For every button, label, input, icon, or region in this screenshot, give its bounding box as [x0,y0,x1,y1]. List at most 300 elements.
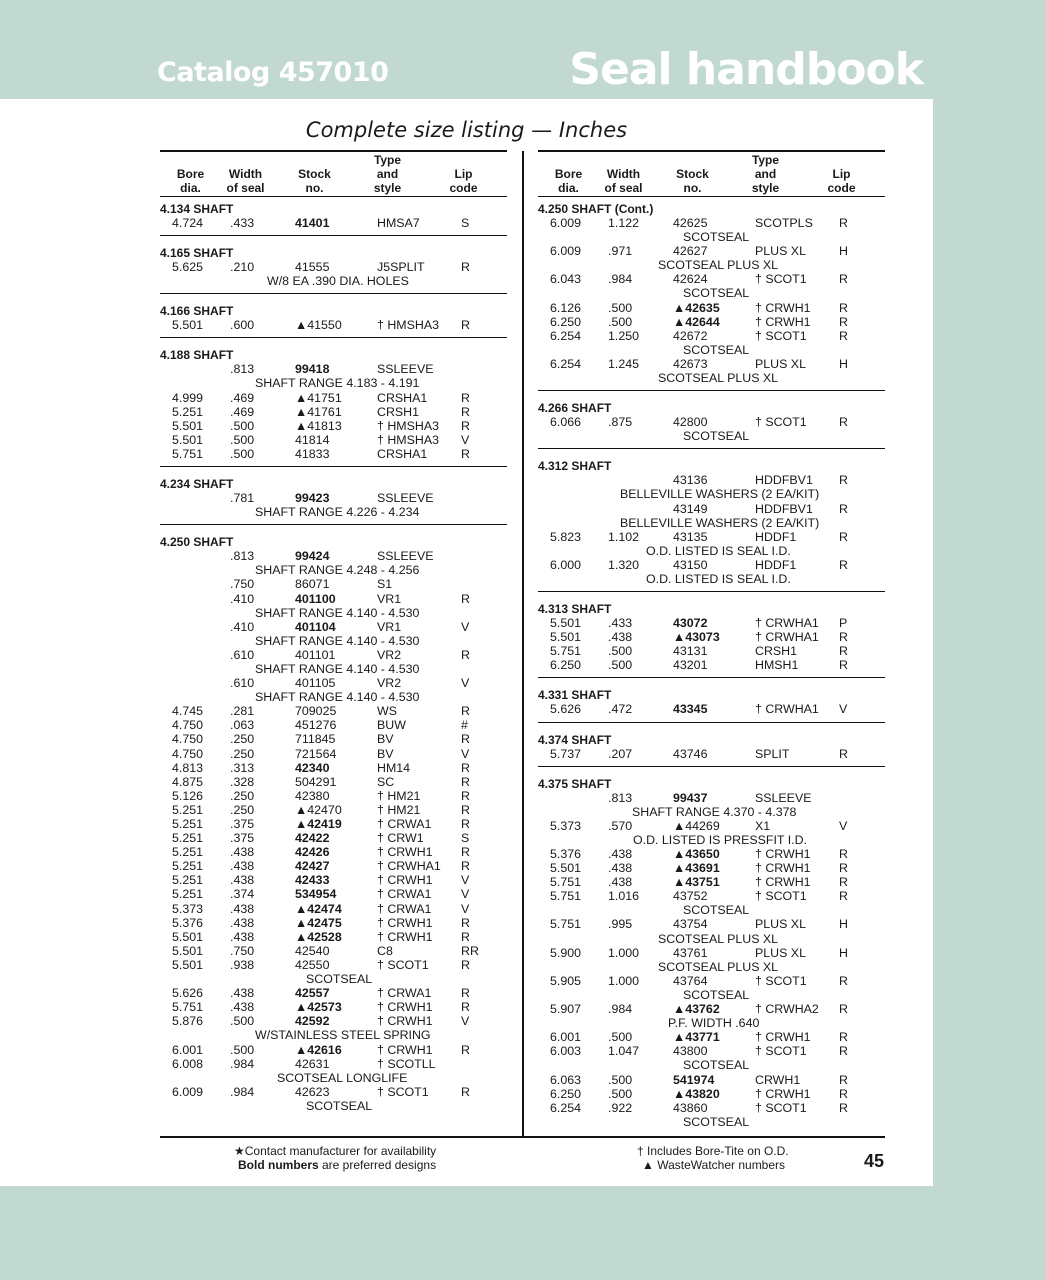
bore-value: 5.501 [550,630,582,645]
table-row [160,1057,507,1071]
stock-number: 42631 [295,1056,330,1071]
table-row [160,789,507,803]
type-style: WS [377,704,397,719]
type-style: HMSA7 [377,216,420,230]
note-text: SHAFT RANGE 4.140 - 4.530 [255,605,420,620]
shaft-group [160,299,507,338]
table-row [160,761,507,775]
width-value: .410 [230,619,255,634]
shaft-group [160,241,507,294]
type-style: † HMSHA3 [377,418,439,433]
width-value: .469 [230,390,255,405]
lip-code: R [839,889,848,904]
lip-code: R [839,1002,848,1017]
stock-number: 541974 [673,1072,715,1087]
table-row [538,301,885,315]
lip-code: R [839,415,848,430]
shaft-group [538,454,885,592]
bore-value: 6.254 [550,1100,582,1115]
bore-value: 5.751 [550,875,582,890]
bore-value: 6.009 [172,1084,204,1099]
type-style: SC [377,774,395,789]
stock-number: ▲41761 [295,404,342,419]
row-note [538,371,885,385]
width-value: .500 [608,1072,633,1087]
stock-number: 451276 [295,718,337,733]
row-note [538,343,885,357]
stock-number: 41833 [295,446,330,461]
table-row [160,405,507,419]
table-row [160,704,507,718]
table-row [538,216,885,230]
header-stock: Stock [298,167,331,181]
width-value: .438 [230,901,255,916]
table-row [538,946,885,960]
bore-value: 5.251 [172,859,204,874]
group-title: 4.250 SHAFT (Cont.) [538,202,654,216]
stock-number: ▲42475 [295,915,342,930]
type-style: HM14 [377,760,411,775]
width-value: .281 [230,704,255,719]
type-style: CRSHA1 [377,446,428,461]
table-row [538,747,885,761]
header-width-sub: of seal [604,181,643,195]
header-type-and: and [376,167,399,181]
lip-code: R [461,788,470,803]
stock-number: 401101 [295,647,336,662]
bore-value: 5.900 [550,945,582,960]
type-style: CRSH1 [755,644,797,659]
stock-number: ▲42528 [295,929,342,944]
bore-value: 4.999 [172,390,204,405]
table-row [160,916,507,930]
lip-code: R [461,986,470,1001]
type-style: BV [377,732,394,747]
type-style: CRWH1 [755,1072,801,1087]
stock-number: ▲41751 [295,390,342,405]
table-row [538,630,885,644]
note-text: SHAFT RANGE 4.140 - 4.530 [255,690,420,705]
type-style: † HMSHA3 [377,432,439,447]
table-row [160,873,507,887]
width-value: .438 [608,847,633,861]
table-row [538,861,885,875]
note-text: SCOTSEAL PLUS XL [658,959,779,974]
type-style: PLUS XL [755,244,806,259]
bore-value: 5.251 [172,873,204,888]
bore-value: 6.250 [550,314,582,329]
width-value: .971 [608,244,633,259]
lip-code: V [461,887,470,902]
lip-code: V [461,676,470,691]
lip-code: V [461,1014,470,1029]
stock-number: 711845 [295,732,336,747]
width-value: .210 [230,260,255,275]
stock-number: 42592 [295,1014,330,1029]
width-value: .750 [230,943,255,958]
type-style: † CRWH1 [377,873,433,888]
lip-code: R [839,1086,848,1101]
stock-number: ▲42470 [295,802,342,817]
note-text: SCOTSEAL [683,1114,750,1129]
width-value: .328 [230,774,255,789]
group-title: 4.266 SHAFT [538,401,612,416]
type-style: † CRWHA1 [755,630,819,645]
type-style: † CRWH1 [377,1014,433,1029]
type-style: † CRWHA1 [377,859,441,874]
bore-value: 5.376 [172,915,204,930]
width-value: .500 [608,644,633,659]
note-text: SCOTSEAL [683,903,750,918]
stock-number: 42623 [295,1084,330,1099]
bore-value: 4.813 [172,760,204,775]
bore-value: 4.750 [172,718,204,733]
footnote-bold-rest: are preferred designs [318,1158,437,1172]
lip-code: R [839,630,848,645]
table-row [538,415,885,429]
stock-number: 534954 [295,887,337,902]
width-value: .438 [230,1000,255,1015]
note-text: BELLEVILLE WASHERS (2 EA/KIT) [620,515,820,530]
width-value: 1.016 [608,889,640,904]
table-row [160,775,507,789]
width-value: .984 [230,1056,255,1071]
width-value: .600 [230,318,255,333]
header-bore-sub: dia. [558,181,579,195]
type-style: C8 [377,943,393,958]
group-title: 4.165 SHAFT [160,246,234,261]
stock-number: 43149 [673,501,708,516]
width-value: .375 [230,831,255,846]
table-row [160,930,507,944]
row-note [538,572,885,586]
table-row [160,362,507,376]
bore-value: 4.745 [172,704,204,719]
type-style: † CRWH1 [377,1000,433,1015]
type-style: SSLEEVE [377,491,434,506]
width-value: .995 [608,917,633,932]
shaft-group [538,772,885,1134]
table-row [160,620,507,634]
header-lip: Lip [832,167,851,181]
bore-value: 5.251 [172,802,204,817]
lip-code: V [461,619,470,634]
type-style: † SCOT1 [755,328,807,343]
width-value: .063 [230,718,255,733]
bore-value: 6.001 [550,1030,582,1045]
table-row [538,1030,885,1044]
row-note [160,1099,507,1113]
width-value: .500 [608,1030,633,1045]
lip-code: R [461,817,470,831]
stock-number: 43201 [673,658,708,673]
bore-value: 6.043 [550,272,582,287]
stock-number: ▲42573 [295,1000,342,1015]
width-value: .610 [230,676,255,691]
type-style: † CRWH1 [377,915,433,930]
footnote-wastewatcher: ▲ WasteWatcher numbers [642,1158,786,1172]
lip-code: R [839,861,848,876]
type-style: VR2 [377,676,402,691]
bore-value: 4.724 [172,216,204,230]
note-text: SCOTSEAL [683,1058,750,1073]
footnote-bold-label: Bold numbers [238,1158,319,1172]
lip-code: R [839,314,848,329]
lip-code: RR [461,943,479,958]
header-type: Type [373,153,402,167]
table-row [160,447,507,461]
shaft-group [160,472,507,525]
lip-code: V [461,746,470,761]
stock-number: 42627 [673,244,708,259]
table-row [160,260,507,274]
stock-number: 42422 [295,831,330,846]
group-title: 4.331 SHAFT [538,688,612,703]
type-style: † HM21 [377,802,421,817]
width-value: .250 [230,746,255,761]
type-style: HDDFBV1 [755,501,813,516]
row-note [538,516,885,530]
stock-number: 42380 [295,788,330,803]
width-value: .438 [230,986,255,1001]
lip-code: R [839,746,848,761]
table-row [160,1043,507,1057]
type-style: PLUS XL [755,356,806,371]
stock-number: ▲43691 [673,861,720,876]
bore-value: 6.063 [550,1072,582,1087]
type-style: SPLIT [755,746,790,761]
lip-code: R [461,732,470,747]
bore-value: 4.875 [172,774,204,789]
table-row [538,658,885,672]
row-note [538,1016,885,1030]
table-row [160,958,507,972]
stock-number: 43752 [673,889,708,904]
width-value: .500 [608,1086,633,1101]
page-subtitle: Complete size listing — Inches [305,118,628,142]
note-text: W/8 EA .390 DIA. HOLES [267,274,409,289]
table-row [538,847,885,861]
stock-number: 504291 [295,774,337,789]
stock-number: 42624 [673,272,708,287]
table-row [160,859,507,873]
table-row [538,357,885,371]
header-bore: Bore [554,167,583,181]
table-row [160,491,507,505]
table-row [538,502,885,516]
group-title: 4.375 SHAFT [538,776,612,791]
stock-number: 43860 [673,1100,708,1115]
bore-value: 6.003 [550,1044,582,1059]
stock-number: 41555 [295,260,330,275]
width-value: .250 [230,788,255,803]
type-style: VR1 [377,619,402,634]
bore-value: 5.907 [550,1002,582,1017]
lip-code: R [461,390,470,405]
table-row [160,577,507,591]
width-value: .438 [608,861,633,876]
width-value: .438 [608,875,633,890]
stock-number: 43764 [673,973,708,988]
stock-number: 721564 [295,746,337,761]
width-value: .500 [608,300,633,315]
stock-number: 42433 [295,873,330,888]
lip-code: H [839,945,848,960]
header-width: Width [606,167,641,181]
header-width: Width [228,167,263,181]
stock-number: 401104 [295,619,336,634]
width-value: .938 [230,957,255,972]
lip-code: R [839,557,848,572]
lip-code: V [839,702,848,717]
lip-code: R [839,973,848,988]
lip-code: R [461,704,470,719]
stock-number: ▲42419 [295,817,342,831]
note-text: O.D. LISTED IS PRESSFIT I.D. [633,832,807,847]
type-style: † SCOT1 [755,973,807,988]
stock-number: 43150 [673,557,708,572]
group-title: 4.313 SHAFT [538,602,612,617]
type-style: HDDFBV1 [755,473,813,488]
bore-value: 5.501 [172,929,204,944]
note-text: SCOTSEAL [683,342,750,357]
right-groups [538,197,885,1134]
row-note [538,544,885,558]
type-style: CRSH1 [377,404,419,419]
row-note [160,662,507,676]
row-note [538,805,885,819]
table-row [160,419,507,433]
lip-code: R [839,501,848,516]
type-style: † CRWA1 [377,817,432,831]
width-value: .250 [230,732,255,747]
lip-code: R [461,760,470,775]
bore-value: 5.751 [172,1000,204,1015]
bore-value: 5.251 [172,887,204,902]
footnote-contact: ★Contact manufacturer for availability [234,1144,437,1158]
stock-number: ▲41813 [295,418,342,433]
group-title: 4.250 SHAFT [160,535,234,550]
stock-number: 43072 [673,616,708,631]
type-style: † CRWHA1 [755,702,819,717]
lip-code: # [461,718,468,733]
header-rule [160,196,507,198]
lip-code: R [461,859,470,874]
type-style: † CRWHA1 [755,616,819,631]
type-style: † SCOT1 [755,889,807,904]
type-style: SSLEEVE [377,549,434,564]
bore-value: 5.625 [172,260,204,275]
type-style: † CRWH1 [377,929,433,944]
row-note [160,1028,507,1042]
table-row [160,216,507,230]
header-lip-sub: code [449,181,478,195]
lip-code: R [461,1084,470,1099]
note-text: SCOTSEAL PLUS XL [658,371,779,386]
lip-code: R [839,529,848,544]
width-value: .500 [608,314,633,329]
stock-number: ▲42635 [673,300,720,315]
width-value: .610 [230,647,255,662]
lip-code: R [839,272,848,287]
note-text: SCOTSEAL [683,429,750,444]
stock-number: 42550 [295,957,330,972]
header-rule [538,196,885,198]
width-value: .984 [230,1084,255,1099]
type-style: † SCOT1 [377,957,429,972]
note-text: SCOTSEAL [306,972,373,987]
bore-value: 5.373 [172,901,204,916]
lip-code: R [839,1044,848,1059]
stock-number: 42340 [295,760,330,775]
width-value: .922 [608,1100,633,1115]
table-row [160,732,507,746]
stock-number: 43754 [673,917,708,932]
header-stock: Stock [676,167,709,181]
bore-value: 5.905 [550,973,582,988]
note-text: SHAFT RANGE 4.183 - 4.191 [255,376,420,391]
bore-value: 5.501 [172,418,204,433]
bore-value: 6.254 [550,328,582,343]
note-text: SCOTSEAL PLUS XL [658,931,779,946]
width-value: .313 [230,760,255,775]
width-value: .438 [230,929,255,944]
table-row [160,831,507,845]
type-style: † CRWH1 [755,1030,811,1045]
table-row [160,318,507,332]
table-row [538,702,885,716]
stock-number: 42672 [673,328,708,343]
table-row [160,648,507,662]
stock-number: ▲42616 [295,1042,342,1057]
stock-number: ▲43820 [673,1086,720,1101]
lip-code: R [839,473,848,488]
lip-code: R [839,847,848,861]
shaft-group [538,597,885,678]
stock-number: 99437 [673,790,708,805]
type-style: † CRWH1 [755,1086,811,1101]
table-row [538,644,885,658]
type-style: † CRW1 [377,831,424,846]
type-style: † CRWH1 [755,847,811,861]
width-value: 1.102 [608,529,640,544]
width-value: .984 [608,272,633,287]
note-text: SHAFT RANGE 4.370 - 4.378 [632,804,797,819]
group-title: 4.134 SHAFT [160,202,234,216]
lip-code: V [461,432,470,447]
footnote-boretite: † Includes Bore-Tite on O.D. [637,1144,789,1158]
width-value: .813 [230,362,255,377]
bore-value: 5.501 [550,616,582,631]
table-row [160,592,507,606]
shaft-group [160,530,507,1118]
header-width-sub: of seal [226,181,265,195]
group-title: 4.312 SHAFT [538,459,612,474]
lip-code: R [839,300,848,315]
group-title: 4.234 SHAFT [160,477,234,492]
row-note [160,690,507,704]
table-row [538,875,885,889]
type-style: HDDF1 [755,557,797,572]
stock-number: 43136 [673,473,708,488]
lip-code: R [839,1100,848,1115]
bore-value: 5.751 [550,889,582,904]
type-style: † CRWH1 [377,845,433,860]
lip-code: R [461,418,470,433]
stock-number: 709025 [295,704,337,719]
lip-code: R [461,929,470,944]
table-row [160,1014,507,1028]
